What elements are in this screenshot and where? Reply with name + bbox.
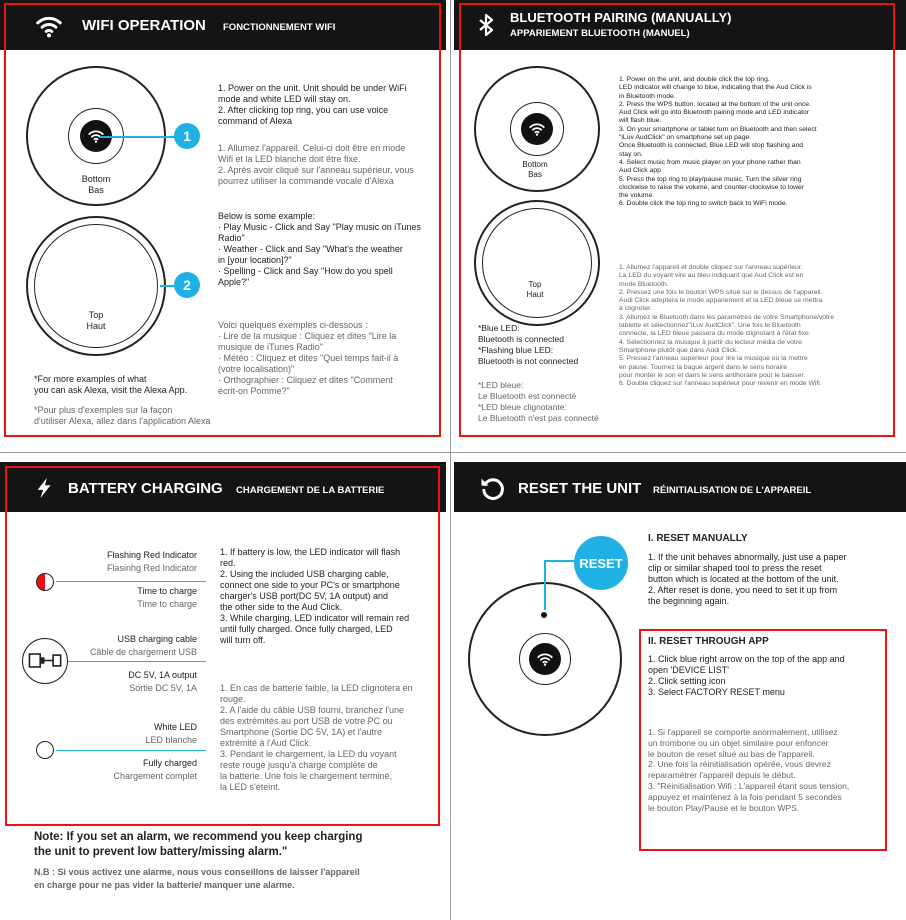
bt-bottom-label-fr: Bas [528, 170, 542, 179]
label-dc-output: DC 5V, 1A output [128, 670, 197, 680]
reset-manual-steps: 1. If the unit behaves abnormally, just use a paper clip or similar shaped tool to press the reset button which is located at the bottom of the unit. 2. After reset is done, you need to set it up from the beginning again. [648, 552, 847, 606]
white-led-icon [36, 741, 54, 759]
reset-header [454, 462, 906, 512]
reset-badge: RESET [574, 536, 628, 590]
alarm-note-fr: N.B : Si vous activez une alarme, nous vous conseillons de laisser l'appareil en charge pour ne pas vider la batterie/ manquer une alarme. [34, 867, 360, 890]
bt-steps: 1. Power on the unit, and double click the top ring. LED indicator will change to blue, indicating that the Aud Click is in Bluetooth mode. 2. Press the WPS button, located at the bottom of the unit once. Aud Click will go into Bluetooth pairing mode and LED indicator will flash blue. 3. On your smartphone or tablet turn on Bluetooth and then select "iLuv AudClick" on smartphone set up page. Once Bluetooth is connected, Blue LED will stop flashing and stay on. 4. Select music from music player on your phone rather than Aud Click app 5. Press the top ring to play/pause music. Turn the silver ring clockwise to raise the volume, and counter-clockwise to lower the volume. 6. Double click the top ring to switch back to WiFi mode. [619, 76, 817, 208]
label-flashing-red-fr: Flasinhg Red Indicator [106, 563, 197, 573]
panel-divider [0, 452, 906, 453]
label-usb-cable-fr: Câble de chargement USB [89, 647, 197, 657]
bt-title: BLUETOOTH PAIRING (MANUALLY) [510, 10, 732, 25]
wifi-examples-fr: Voici quelques exemples ci-dessous : · Lire de la musique : Cliquez et dites "Lire la musique de iTunes Radio" · Météo : Cliquez et dites "Quel temps fait-il à (votre localisation)" · Orthographier : Cliquez et dites "Comment écrit-on Pomme?" [218, 320, 399, 396]
connector-line [68, 661, 206, 662]
bt-subtitle: APPARIEMENT BLUETOOTH (MANUEL) [510, 28, 690, 39]
reset-icon [478, 474, 506, 502]
bt-header [454, 0, 906, 50]
reset-app-heading: II. RESET THROUGH APP [648, 636, 769, 647]
wifi-icon [536, 650, 554, 668]
red-led-icon [36, 573, 54, 591]
wifi-more: *For more examples of what you can ask Alexa, visit the Alexa App. [34, 374, 188, 395]
connector-line [56, 581, 206, 582]
wifi-header [0, 0, 446, 50]
callout-line [100, 136, 176, 138]
wifi-steps: 1. Power on the unit. Unit should be under WiFi mode and white LED will stay on. 2. After clicking top ring, you can use voice command of Alexa [218, 83, 407, 126]
bottom-label: Bottom [81, 174, 111, 184]
battery-subtitle: CHARGEMENT DE LA BATTERIE [236, 485, 385, 496]
label-white-led: White LED [153, 722, 197, 732]
label-fully-charged: Fully charged [142, 758, 197, 768]
label-time-to-charge-fr: Time to charge [137, 599, 197, 609]
connector-line [56, 750, 206, 751]
reset-callout-line [544, 560, 574, 562]
alarm-note: Note: If you set an alarm, we recommend you keep charging the unit to prevent low battery/missing alarm." [34, 831, 363, 858]
label-dc-output-fr: Sortie DC 5V, 1A [129, 683, 197, 693]
top-label: Top [88, 310, 104, 320]
bt-top-label: Top [528, 280, 542, 289]
bt-led-info: *Blue LED: Bluetooth is connected *Flashing blue LED: Bluetooth is not connected [478, 323, 579, 366]
bt-led-info-fr: *LED bleue: Le Bluetooth est connecté *LED bleue clignotante: Le Bluetooth n'est pas connecté [478, 380, 599, 423]
marker-1: 1 [174, 123, 200, 149]
reset-title: RESET THE UNIT [518, 480, 642, 497]
label-usb-cable: USB charging cable [117, 634, 197, 644]
bt-device-top-inner [482, 208, 592, 318]
battery-header [0, 462, 446, 512]
label-time-to-charge: Time to charge [137, 586, 197, 596]
battery-steps-fr: 1. En cas de batterie faible, la LED clignotera en rouge. 2. A l'aide du câble USB fourni, branchez l'une des extrémités au port USB de votre PC ou Smartphone (Sortie DC 5V, 1A) et l'autre extrémité à l'Aud Click. 3. Pendant le chargement, la LED du voyant reste rouge jusqu'à charge complète de la batterie. Une fois le chargement terminé, la LED s'éteint. [220, 683, 413, 792]
label-flashing-red: Flashing Red Indicator [106, 550, 197, 560]
bluetooth-icon [474, 12, 498, 38]
wifi-title: WIFI OPERATION [82, 17, 206, 34]
bt-top-label-fr: Haut [526, 290, 544, 299]
reset-callout-line [544, 560, 546, 610]
bt-bottom-label: Bottom [522, 160, 548, 169]
wifi-icon [34, 11, 64, 41]
reset-app-steps-fr: 1. Si l'appareil se comporte anormalement, utilisez un trombone ou un objet similaire pour enfoncer le bouton de reset situé au bas de l'appareil. 2. Une fois la réinitialisation opérée, vous devrez reparamétrer l'appareil depuis le début. 3. "Réinitialisation Wifi : L'appareil étant sous tension, appuyez et maintenez à la fois pendant 5 secondes le bouton Play/Pause et le bouton WPS. [648, 727, 850, 813]
wifi-icon [528, 120, 546, 138]
top-label-fr: Haut [86, 321, 106, 331]
battery-title: BATTERY CHARGING [68, 480, 223, 497]
usb-cable-icon [22, 638, 68, 684]
lightning-icon [34, 475, 56, 501]
battery-steps: 1. If battery is low, the LED indicator will flash red. 2. Using the included USB charging cable, connect one side to your PC's or smartphone charger's USB port(DC 5V, 1A output) and the other side to the Aud Click. 3. While charging, LED indicator will remain red until fully charged. Once fully charged, LED will turn off. [220, 547, 410, 645]
label-fully-charged-fr: Chargement complet [113, 771, 197, 781]
bt-steps-fr: 1. Allumez l'appareil et double cliquez sur l'anneau supérieur. La LED du voyant vire au bleu indiquant que Aud Click est en mode Bluetooth. 2. Pressez une fois le bouton WPS situé sur le dessus de l'appareil. Audi Click adoptera le mode appariement et la LED bleue se mettra à clignoter. 3. Allumez le Bluetooth dans les paramètres de votre Smartphone/votre tablette et sélectionnez"iLuv AudClick". Une fois le Bluetooth connecté, la LED bleue passera du mode clignotant à l'état fixe. 4. Sélectionnez la musique à partir du lecteur média de votre Smartphone plutôt que dans Audi Click. 5. Pressez l'anneau supérieur pour lire la musique ou la mettre en pause. Tournez la bague argent dans le sens horaire pour monter le son et dans le sens antihoraire pour le baisser. 6. Double cliquez sur l'anneau supérieur pour revenir en mode Wifi. [619, 264, 834, 388]
wifi-subtitle: FONCTIONNEMENT WIFI [223, 22, 336, 33]
panel-divider [450, 0, 451, 920]
reset-manual-heading: I. RESET MANUALLY [648, 533, 748, 544]
wifi-button [521, 113, 553, 145]
wifi-button [529, 643, 561, 675]
reset-pinhole [541, 612, 547, 618]
reset-subtitle: RÉINITIALISATION DE L'APPAREIL [653, 485, 812, 496]
label-white-led-fr: LED blanche [145, 735, 197, 745]
reset-app-steps: 1. Click blue right arrow on the top of the app and open 'DEVICE LIST' 2. Click setting icon 3. Select FACTORY RESET menu [648, 654, 845, 697]
marker-2: 2 [174, 272, 200, 298]
bottom-label-fr: Bas [88, 185, 104, 195]
wifi-more-fr: *Pour plus d'exemples sur la façon d'utiliser Alexa, allez dans l'application Alexa [34, 405, 211, 426]
wifi-examples: Below is some example: · Play Music - Click and Say "Play music on iTunes Radio" · Weather - Click and Say "What's the weather in [your location]?" · Spelling - Click and Say "How do you spell Apple?" [218, 211, 421, 287]
wifi-steps-fr: 1. Allumez l'appareil. Celui-ci doit être en mode Wifi et la LED blanche doit être fixe. 2. Après avoir cliqué sur l'anneau supérieur, vous pourrez utiliser la commande vocale d'Alexa [218, 143, 414, 186]
